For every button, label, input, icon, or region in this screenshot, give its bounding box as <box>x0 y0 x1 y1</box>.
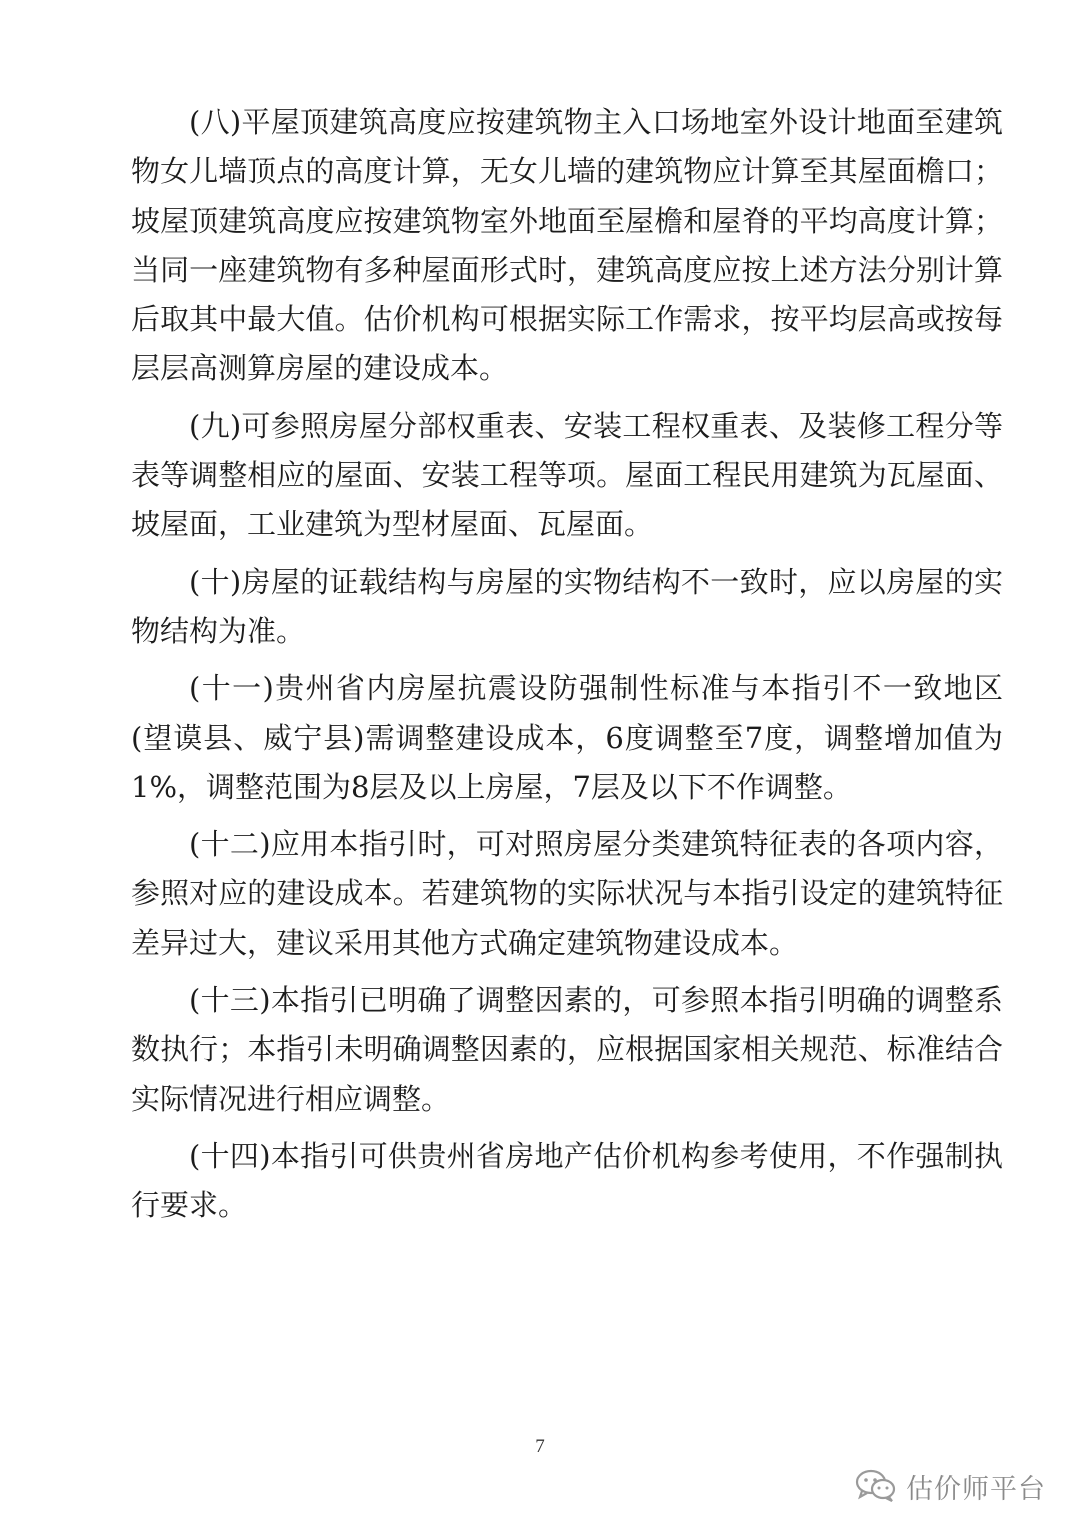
paragraph-13: (十三)本指引已明确了调整因素的，可参照本指引明确的调整系数执行；本指引未明确调整因素的，应根据国家相关规范、标准结合实际情况进行相应调整。 <box>131 983 1003 1116</box>
paragraph-14: (十四)本指引可供贵州省房地产估价机构参考使用，不作强制执行要求。 <box>131 1138 1003 1223</box>
paragraph-12: (十二)应用本指引时，可对照房屋分类建筑特征表的各项内容，参照对应的建设成本。若建筑物的实际状况与本指引设定的建筑特征差异过大，建议采用其他方式确定建筑物建设成本。 <box>131 827 1003 960</box>
paragraph-9: (九)可参照房屋分部权重表、安装工程权重表、及装修工程分等表等调整相应的屋面、安装工程等项。屋面工程民用建筑为瓦屋面、坡屋面，工业建筑为型材屋面、瓦屋面。 <box>131 408 1003 542</box>
paragraph-11: (十一)贵州省内房屋抗震设防强制性标准与本指引不一致地区(望谟县、威宁县)需调整建设成本，6度调整至7度，调整增加值为1%，调整范围为8层及以上房屋，7层及以下不作调整。 <box>131 671 1003 804</box>
paragraph-8: (八)平屋顶建筑高度应按建筑物主入口场地室外设计地面至建筑物女儿墙顶点的高度计算，无女儿墙的建筑物应计算至其屋面檐口；坡屋顶建筑高度应按建筑物室外地面至屋檐和屋脊的平均高度计算；当同一座建筑物有多种屋面形式时，建筑高度应按上述方法分别计算后取其中最大值。估价机构可根据实际工作需求，按平均层高或按每层层高测算房屋的建设成本。 <box>131 105 1003 386</box>
page-number: 7 <box>535 1436 545 1457</box>
watermark-text: 估价师平台 <box>906 1473 1046 1505</box>
document-body <box>131 98 1003 1239</box>
wechat-icon <box>854 1468 898 1504</box>
paragraph-10: (十)房屋的证载结构与房屋的实物结构不一致时，应以房屋的实物结构为准。 <box>131 564 1003 648</box>
watermark <box>854 1466 1046 1506</box>
